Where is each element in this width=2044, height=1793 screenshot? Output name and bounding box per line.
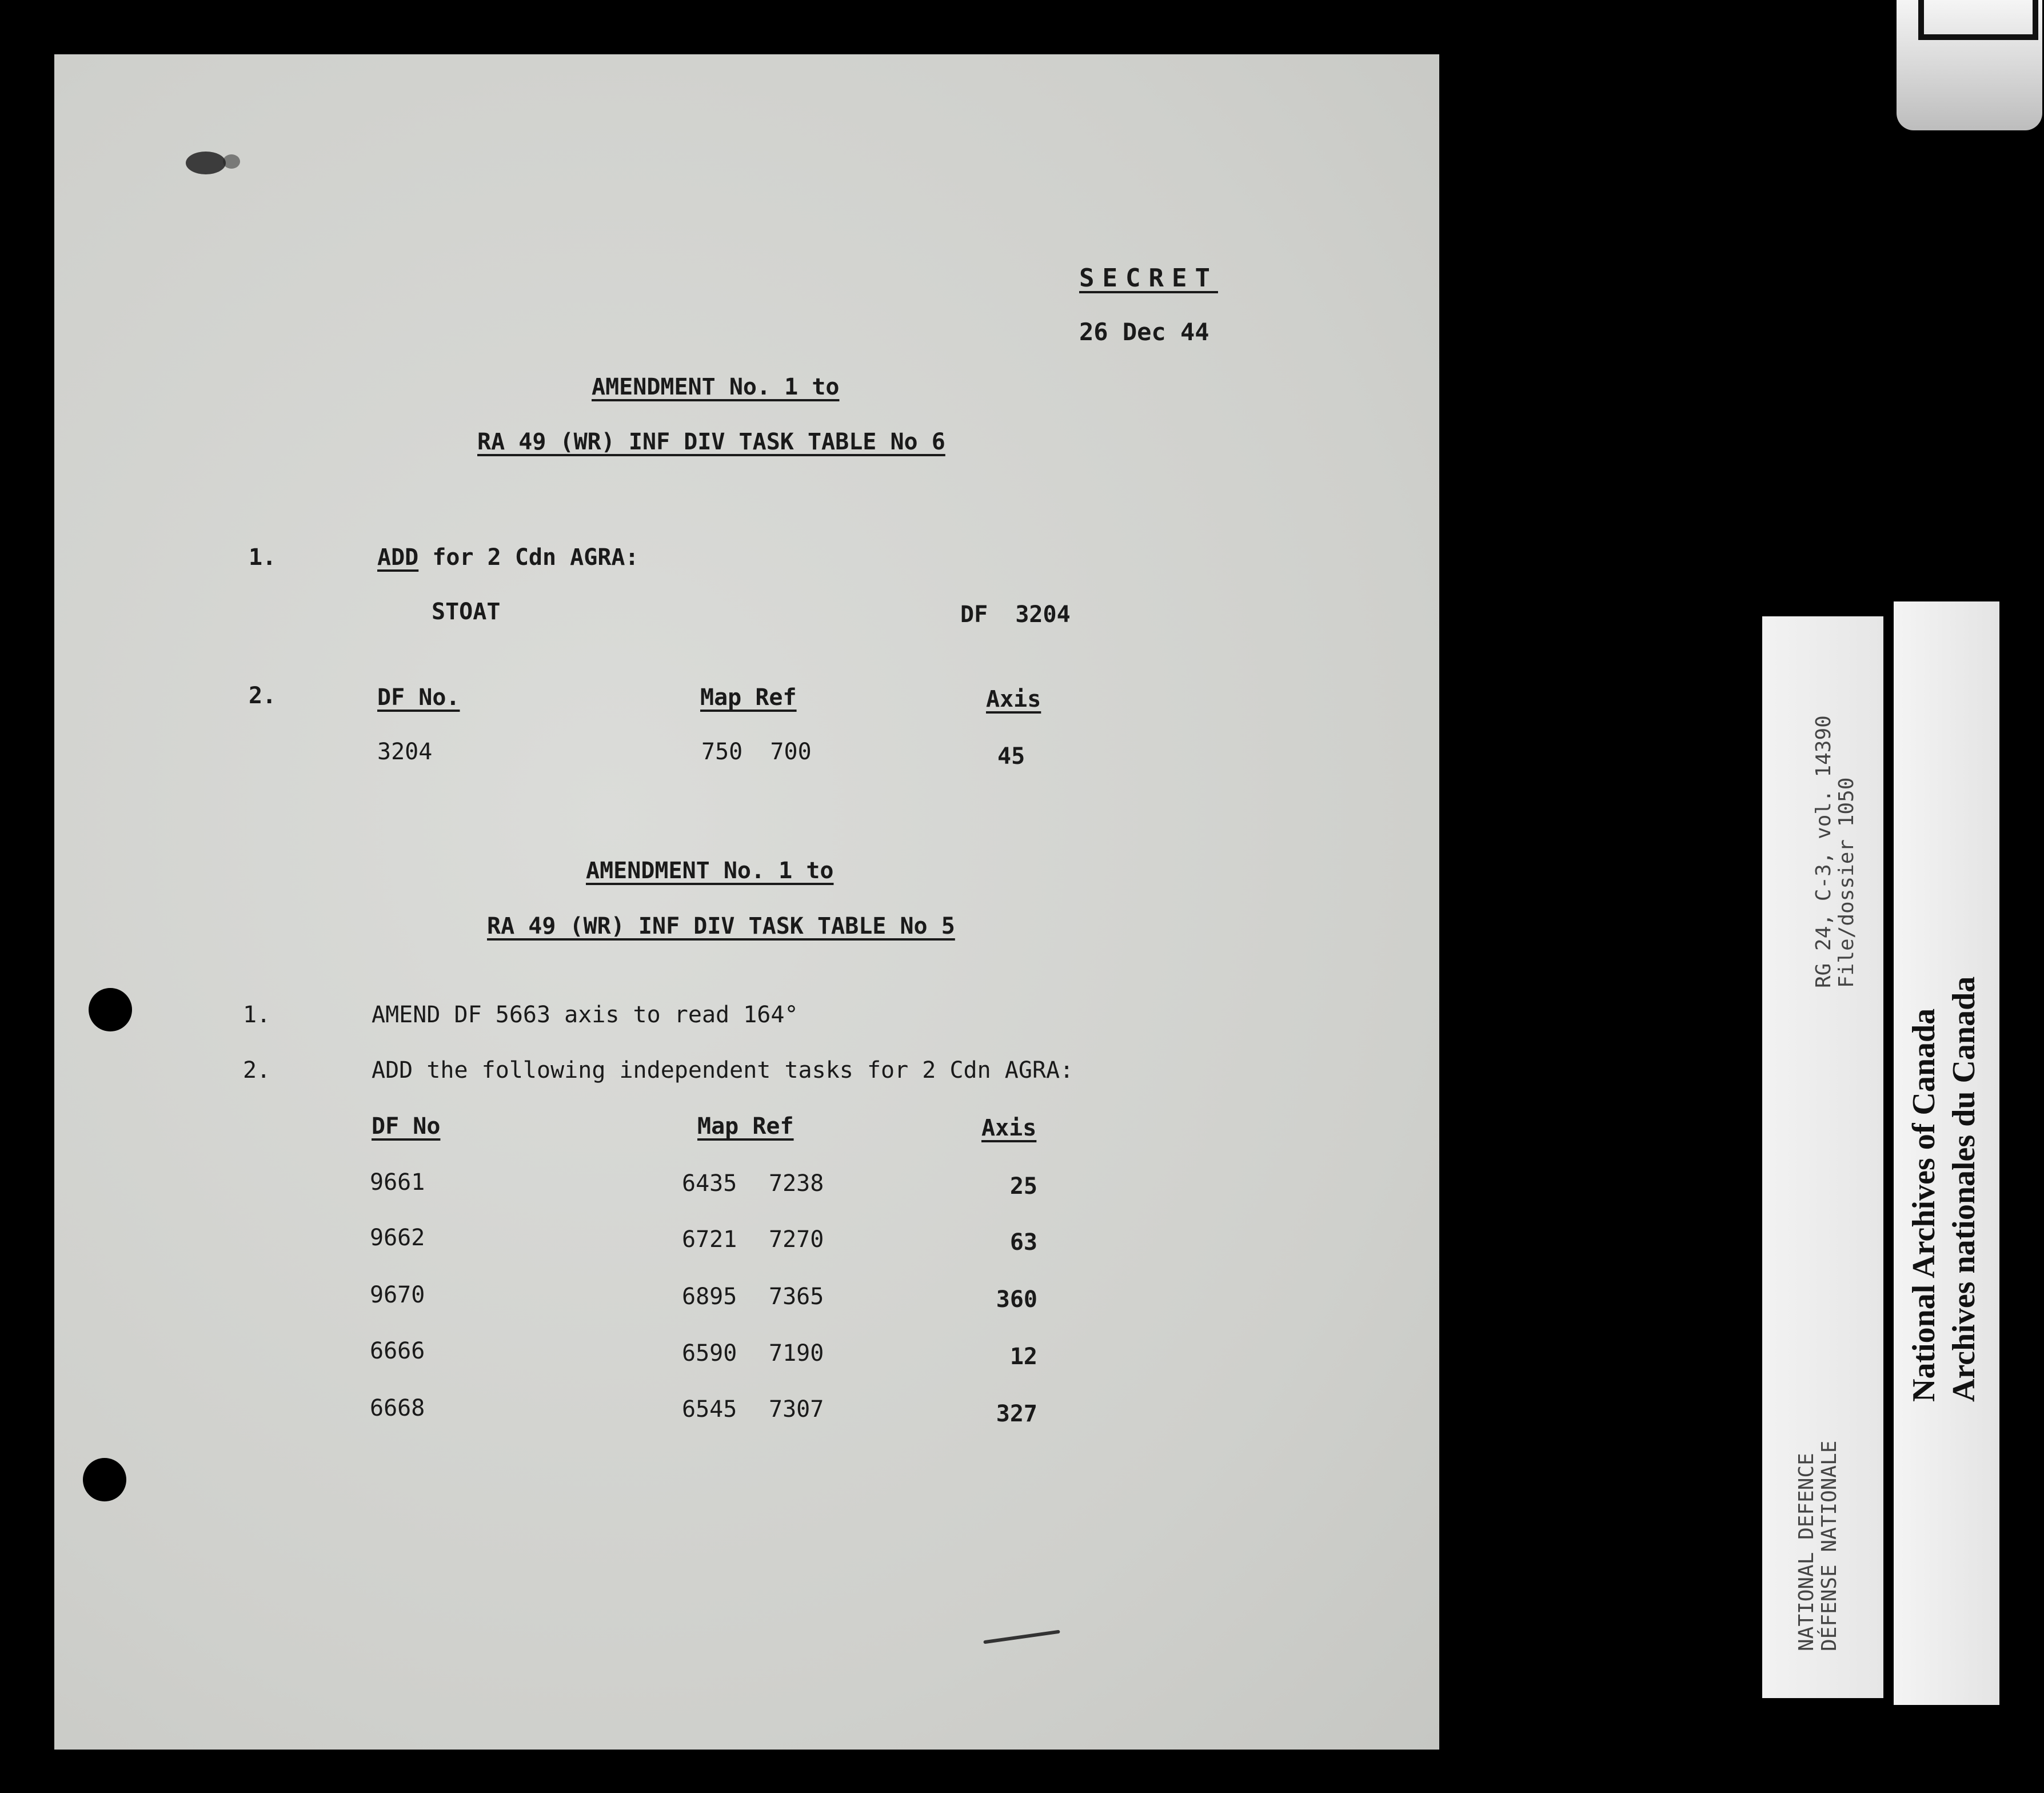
section2-item1-text: AMEND DF 5663 axis to read 164° (372, 1002, 799, 1028)
section1-header-df: DF No. (377, 684, 460, 711)
row-mapref-easting: 6590 (682, 1340, 737, 1366)
section2-item2-number: 2. (243, 1057, 271, 1083)
section2-heading-line1: AMENDMENT No. 1 to (586, 858, 834, 884)
row-df: 9661 (370, 1169, 425, 1196)
section2-heading-line2: RA 49 (WR) INF DIV TASK TABLE No 5 (487, 913, 955, 939)
section1-heading-line2: RA 49 (WR) INF DIV TASK TABLE No 6 (477, 429, 945, 455)
classification-marking: SECRET (1079, 264, 1218, 293)
file-reference-line2: File/dossier 1050 (1835, 777, 1858, 988)
dept-line2: DÉFENSE NATIONALE (1818, 1440, 1841, 1651)
section1-heading-line1: AMENDMENT No. 1 to (592, 374, 840, 400)
section1-row-mapref: 750 700 (701, 739, 812, 765)
section1-row-df: 3204 (377, 739, 433, 765)
section1-item1-number: 1. (249, 544, 277, 571)
stoat-label: STOAT (432, 599, 501, 625)
row-mapref-northing: 7270 (769, 1226, 824, 1253)
punch-hole-upper (89, 988, 132, 1031)
section1-header-axis: Axis (986, 686, 1041, 712)
archives-line1: National Archives of Canada (1906, 1008, 1942, 1402)
dept-line1: NATIONAL DEFENCE (1795, 1453, 1818, 1651)
row-mapref-easting: 6545 (682, 1396, 737, 1423)
row-axis: 360 (996, 1286, 1037, 1313)
add-rest: for 2 Cdn AGRA: (418, 544, 639, 571)
row-axis: 25 (1009, 1173, 1037, 1200)
section1-item1-text (377, 546, 639, 569)
row-mapref-northing: 7238 (769, 1170, 824, 1197)
stoat-df: DF 3204 (960, 601, 1071, 628)
document-date: 26 Dec 44 (1079, 318, 1209, 346)
row-df: 9662 (370, 1225, 425, 1251)
add-keyword: ADD (377, 544, 419, 571)
archive-tab (1897, 0, 2042, 130)
row-df: 9670 (370, 1282, 425, 1308)
tab-mark-icon (1918, 0, 2038, 40)
archives-line2: Archives nationales du Canada (1946, 976, 1982, 1402)
file-reference-label (1762, 616, 1883, 1698)
row-mapref-northing: 7190 (769, 1340, 824, 1366)
section2-item2-text: ADD the following independent tasks for 2 Cdn AGRA: (372, 1057, 1074, 1083)
section1-item2-number: 2. (249, 683, 277, 709)
file-reference-line1: RG 24, C-3, vol. 14390 (1812, 715, 1835, 988)
archives-label (1894, 601, 1999, 1705)
row-axis: 12 (1009, 1344, 1037, 1370)
section2-item1-number: 1. (243, 1002, 271, 1028)
row-mapref-easting: 6721 (682, 1226, 737, 1253)
row-mapref-easting: 6435 (682, 1170, 737, 1197)
row-axis: 63 (1009, 1229, 1037, 1256)
section1-row-axis: 45 (997, 743, 1025, 770)
row-df: 6666 (370, 1338, 425, 1364)
section1-header-mapref: Map Ref (700, 684, 797, 711)
section2-header-mapref: Map Ref (697, 1113, 794, 1139)
row-df: 6668 (370, 1395, 425, 1421)
punch-hole-lower (83, 1458, 126, 1501)
row-mapref-northing: 7365 (769, 1284, 824, 1310)
row-mapref-easting: 6895 (682, 1284, 737, 1310)
document-page (54, 54, 1439, 1750)
row-axis: 327 (996, 1401, 1037, 1427)
section2-header-df: DF No (372, 1113, 441, 1139)
row-mapref-northing: 7307 (769, 1396, 824, 1423)
pencil-mark (983, 1630, 1060, 1644)
section2-header-axis: Axis (981, 1115, 1037, 1141)
ink-smudge (186, 152, 226, 174)
ink-smudge (223, 154, 240, 169)
